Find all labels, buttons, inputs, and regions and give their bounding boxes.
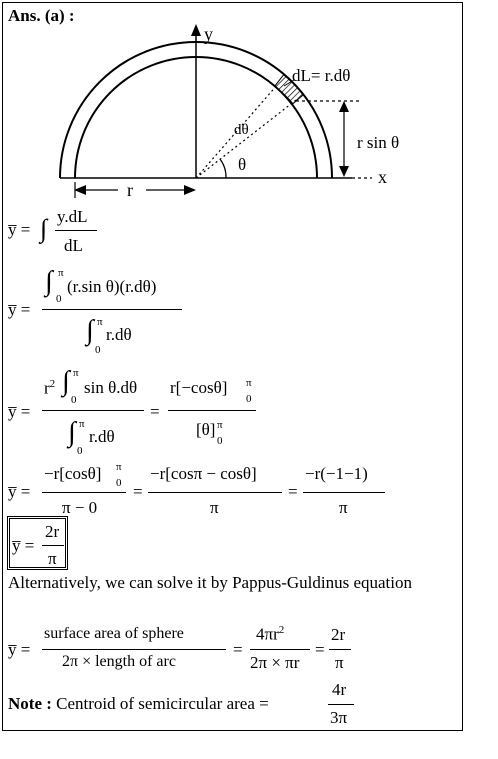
eq3-den2: [θ] bbox=[196, 420, 216, 439]
eq3-den1: r.dθ bbox=[89, 427, 115, 446]
x-axis-label: x bbox=[378, 167, 387, 187]
eq5-lhs: y̅ = bbox=[8, 640, 31, 659]
result-lhs: y̅ = bbox=[12, 536, 35, 555]
eq3-upper2: π bbox=[79, 418, 85, 430]
note-denominator: 3π bbox=[330, 708, 348, 727]
eq4-num3: −r(−1−1) bbox=[305, 464, 368, 483]
eq2-numerator: (r.sin θ)(r.dθ) bbox=[67, 277, 157, 296]
eq4-equals2: = bbox=[288, 482, 298, 501]
r-label: r bbox=[127, 180, 133, 200]
eq2-denominator: r.dθ bbox=[106, 325, 132, 344]
result-numerator: 2r bbox=[45, 522, 60, 541]
eq1-numerator: y.dL bbox=[57, 207, 88, 226]
eq5-num3: 2r bbox=[331, 625, 346, 644]
eq5-equals2: = bbox=[315, 640, 325, 659]
note-text: Centroid of semicircular area = bbox=[56, 694, 269, 713]
eq3-den2-lower: 0 bbox=[217, 435, 223, 447]
integral-sign: ∫ bbox=[68, 417, 76, 448]
eq3-num2: r[−cosθ] bbox=[170, 378, 228, 397]
eq5-den1: 2π × length of arc bbox=[62, 653, 176, 670]
integral-sign: ∫ bbox=[40, 214, 48, 243]
eq4-den1: π − 0 bbox=[62, 498, 98, 517]
answer-label: Ans. (a) : bbox=[8, 6, 75, 25]
eq2-upper2: π bbox=[97, 316, 103, 328]
eq1-denominator: dL bbox=[64, 236, 83, 255]
eq2-lower2: 0 bbox=[95, 344, 101, 356]
eq3-num2-upper: π bbox=[246, 377, 252, 389]
eq2-lower: 0 bbox=[56, 293, 62, 305]
alternative-text: Alternatively, we can solve it by Pappus-Guldinus equation bbox=[8, 573, 412, 592]
eq3-lhs: y̅ = bbox=[8, 402, 31, 421]
note-numerator: 4r bbox=[332, 680, 347, 699]
rsin-label: r sin θ bbox=[357, 133, 400, 152]
eq3-lower: 0 bbox=[71, 394, 77, 406]
eq5-num1: surface area of sphere bbox=[44, 625, 184, 642]
integral-sign: ∫ bbox=[45, 266, 53, 297]
semicircle-diagram bbox=[0, 0, 498, 200]
eq4-upper: π bbox=[116, 461, 122, 473]
eq3-upper: π bbox=[73, 367, 79, 379]
dl-label: dL= r.dθ bbox=[292, 66, 351, 85]
eq4-num1: −r[cosθ] bbox=[44, 464, 102, 483]
eq4-num2: −r[cosπ − cosθ] bbox=[150, 464, 257, 483]
eq4-lhs: y̅ = bbox=[8, 482, 31, 501]
eq4-den2: π bbox=[210, 498, 219, 517]
y-axis-label: y bbox=[204, 24, 213, 44]
eq4-equals1: = bbox=[133, 482, 143, 501]
eq2-lhs: y̅ = bbox=[8, 300, 31, 319]
integral-sign: ∫ bbox=[62, 366, 70, 397]
result-denominator: π bbox=[48, 549, 57, 568]
dtheta-label: dθ bbox=[234, 122, 249, 138]
integral-sign: ∫ bbox=[86, 315, 94, 346]
eq2-upper: π bbox=[58, 267, 64, 279]
eq3-den2-upper: π bbox=[217, 419, 223, 431]
eq5-equals1: = bbox=[233, 640, 243, 659]
eq1-lhs: y̅ = bbox=[8, 220, 31, 239]
note-line bbox=[8, 694, 269, 714]
eq3-num2-lower: 0 bbox=[246, 393, 252, 405]
eq3-num1-post: sin θ.dθ bbox=[84, 378, 138, 397]
eq3-lower2: 0 bbox=[77, 445, 83, 457]
eq3-equals: = bbox=[150, 402, 160, 421]
eq4-lower: 0 bbox=[116, 477, 122, 489]
note-label: Note : bbox=[8, 694, 52, 713]
eq5-den2: 2π × πr bbox=[250, 653, 300, 672]
eq5-num2: $4\pi r^2$ bbox=[256, 624, 285, 644]
eq5-den3: π bbox=[335, 653, 344, 672]
theta-label: θ bbox=[238, 155, 247, 174]
eq3-num1-pre: $r^2$ bbox=[44, 378, 56, 398]
eq4-den3: π bbox=[339, 498, 348, 517]
